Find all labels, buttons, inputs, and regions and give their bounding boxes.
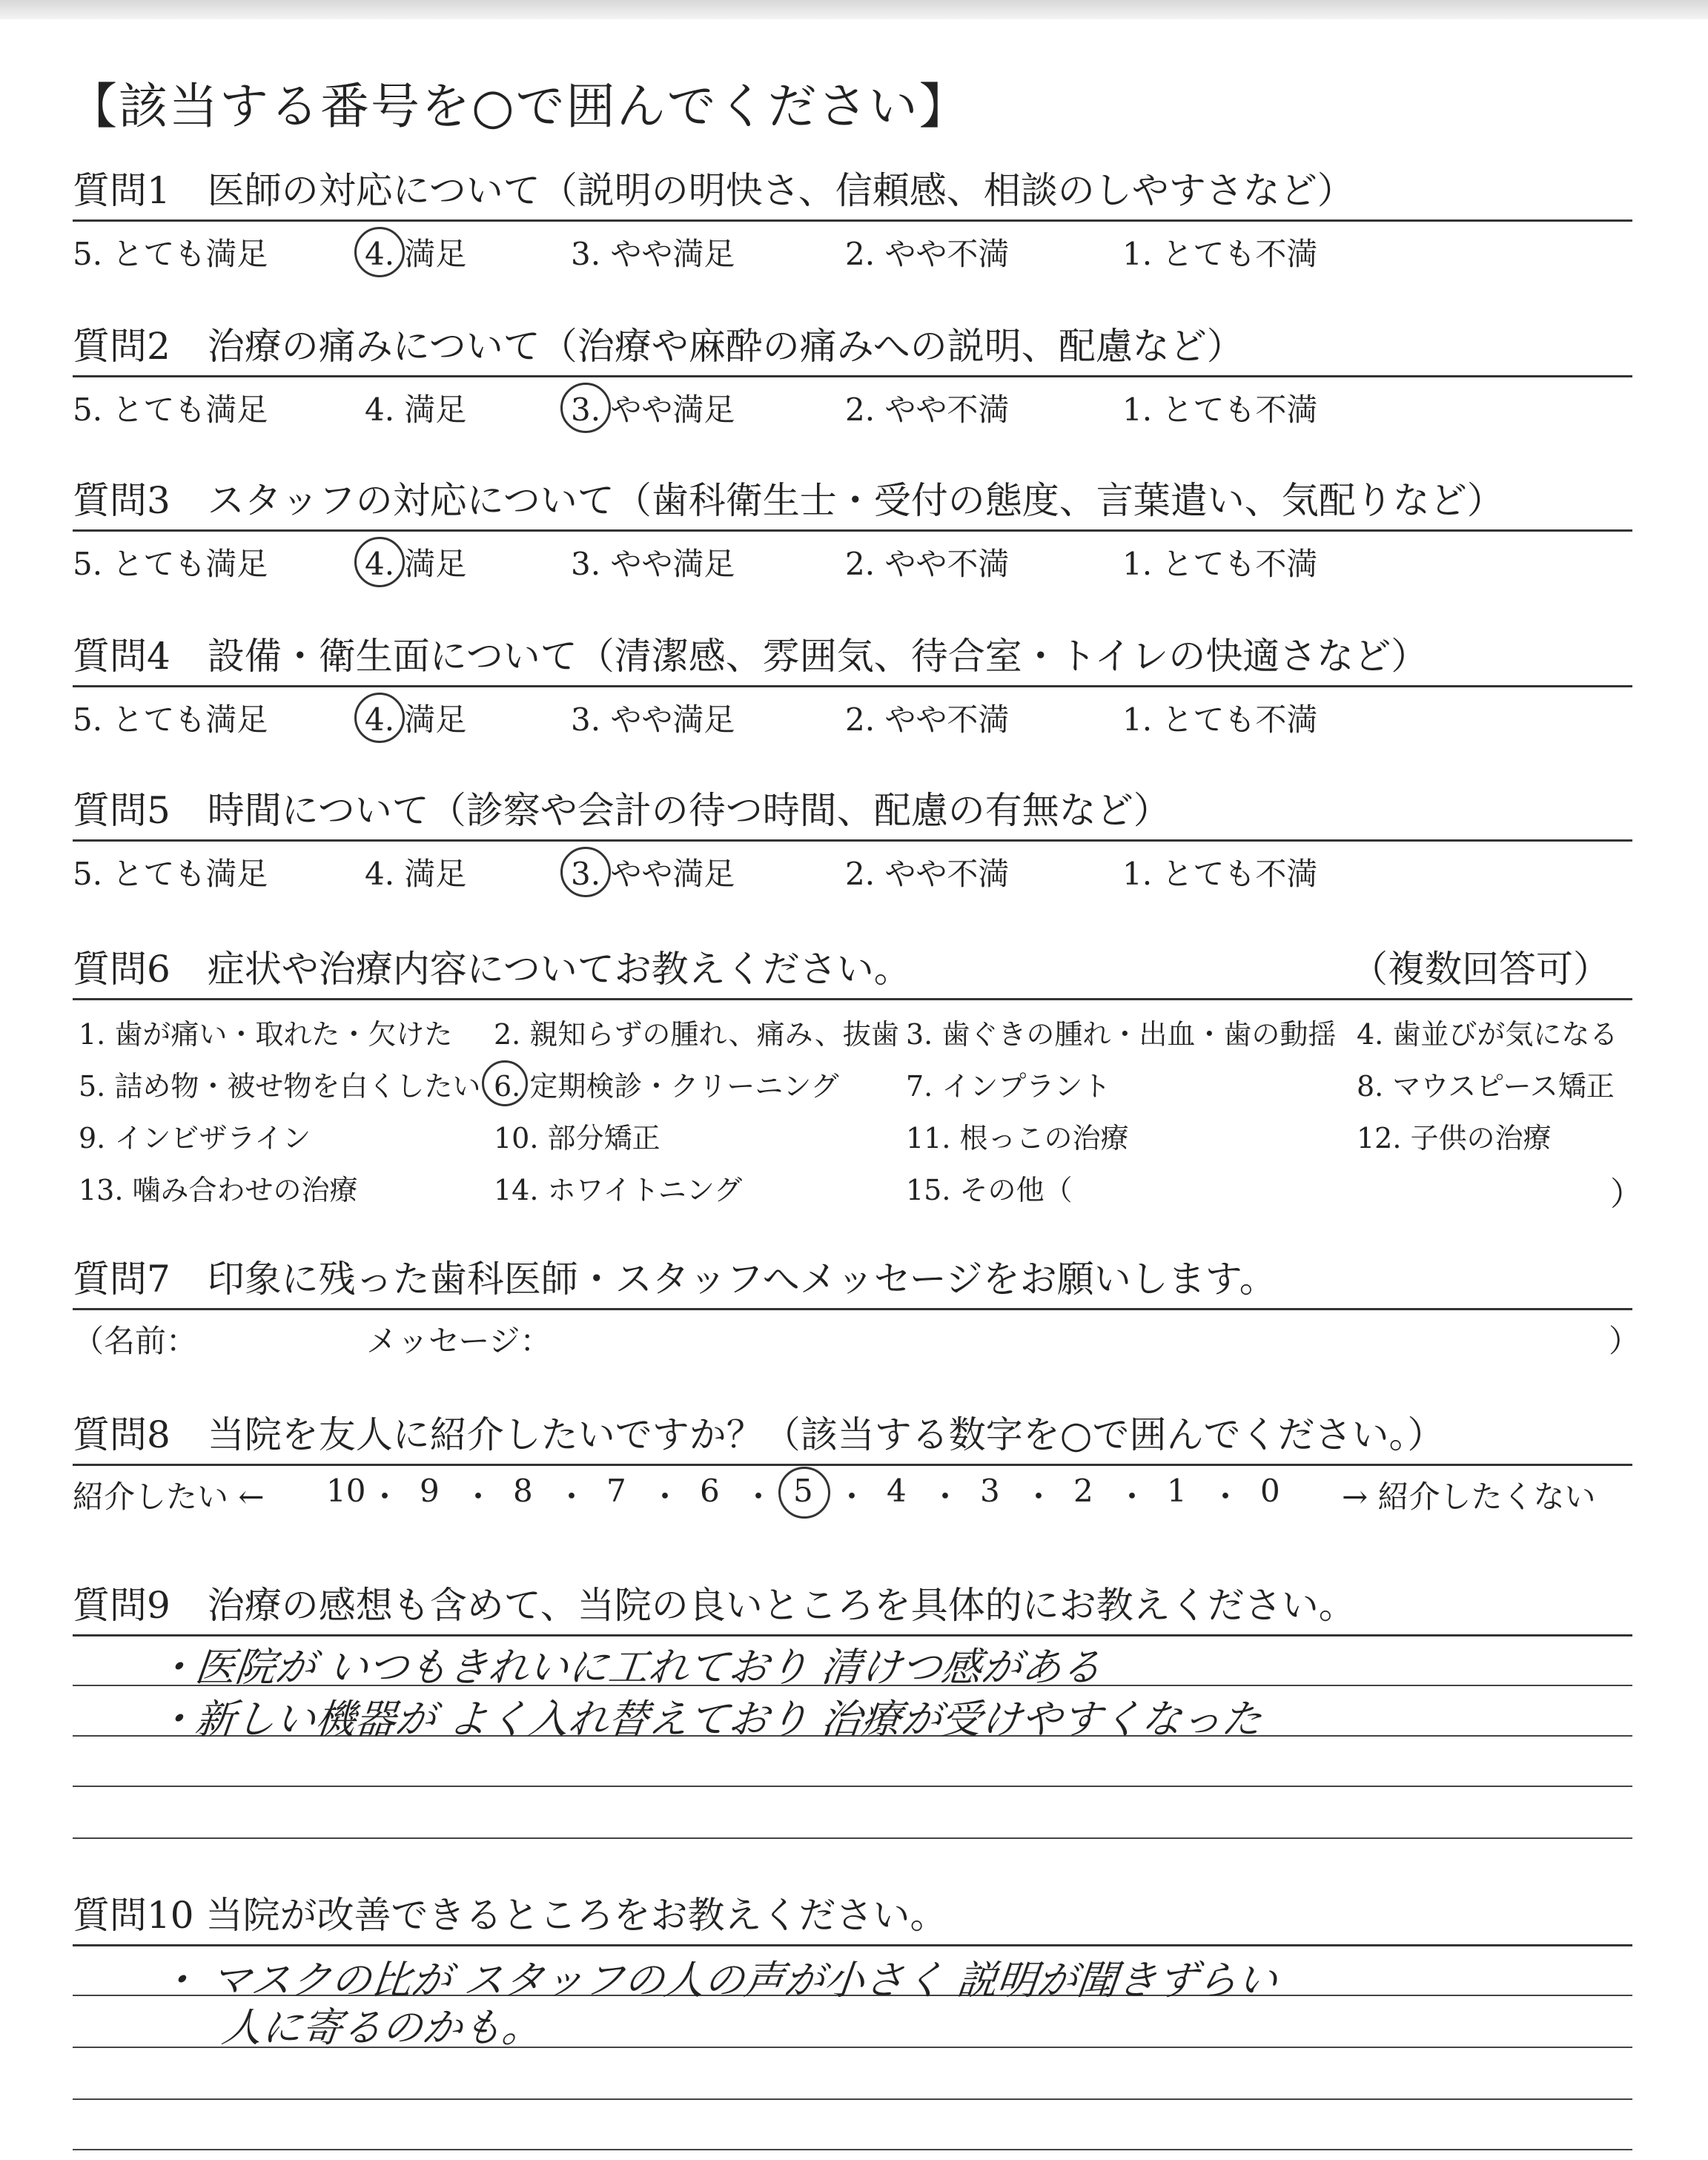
q10-rule bbox=[73, 1944, 1632, 1946]
q8-separator-dot: ・ bbox=[1210, 1479, 1242, 1515]
q9-line-3 bbox=[73, 1786, 1632, 1787]
q8-scale-3[interactable]: 3 bbox=[980, 1473, 1000, 1509]
q8-separator-dot: ・ bbox=[743, 1479, 775, 1515]
q5-title-row bbox=[73, 785, 1632, 836]
q2-rule bbox=[73, 375, 1632, 377]
q6-choice-4[interactable]: 4. 歯並びが気になる bbox=[1357, 1018, 1618, 1051]
q8-separator-dot: ・ bbox=[1023, 1479, 1055, 1515]
q5-option-4[interactable]: 4. 満足 bbox=[365, 856, 467, 892]
q6-choice-10[interactable]: 10. 部分矯正 bbox=[494, 1122, 661, 1155]
q4-rule bbox=[73, 685, 1632, 687]
q3-option-3[interactable]: 3. やや満足 bbox=[571, 546, 735, 582]
q4-option-5[interactable]: 5. とても満足 bbox=[73, 701, 268, 738]
q6-choice-13[interactable]: 13. 噛み合わせの治療 bbox=[79, 1174, 358, 1206]
q10-line-3 bbox=[73, 2098, 1632, 2100]
q1-option-4[interactable]: 4. 満足 bbox=[365, 236, 467, 272]
q6-choice-12[interactable]: 12. 子供の治療 bbox=[1357, 1122, 1552, 1155]
q2-option-3[interactable]: 3. やや満足 bbox=[571, 392, 735, 428]
scan-top-edge bbox=[0, 0, 1708, 19]
q6-choice-8[interactable]: 8. マウスピース矯正 bbox=[1357, 1070, 1615, 1103]
q3-option-1[interactable]: 1. とても不満 bbox=[1122, 546, 1318, 582]
q8-scale-2[interactable]: 2 bbox=[1073, 1473, 1093, 1509]
q1-title-row bbox=[73, 165, 1632, 217]
q4-option-1[interactable]: 1. とても不満 bbox=[1122, 701, 1318, 738]
q8-separator-dot: ・ bbox=[463, 1479, 494, 1515]
q8-title: 質問8 当院を友人に紹介したいですか？（該当する数字を○で囲んでください。） bbox=[73, 1413, 1445, 1456]
q7-title: 質問7 印象に残った歯科医師・スタッフへメッセージをお願いします。 bbox=[73, 1258, 1277, 1301]
q1-option-5[interactable]: 5. とても満足 bbox=[73, 236, 268, 272]
q7-close-paren: ） bbox=[1609, 1323, 1641, 1359]
q2-option-5[interactable]: 5. とても満足 bbox=[73, 392, 268, 428]
form-header: 【該当する番号を○で囲んでください】 bbox=[68, 78, 970, 135]
q3-option-4[interactable]: 4. 満足 bbox=[365, 546, 467, 582]
q3-rule bbox=[73, 529, 1632, 532]
q5-option-5[interactable]: 5. とても満足 bbox=[73, 856, 268, 892]
q8-selection-circle bbox=[778, 1467, 830, 1519]
q6-title: 質問6 症状や治療内容についてお教えください。 bbox=[73, 948, 911, 991]
q6-choice-2[interactable]: 2. 親知らずの腫れ、痛み、抜歯 bbox=[494, 1018, 899, 1051]
q7-message-label: メッセージ： bbox=[366, 1323, 552, 1359]
q8-separator-dot: ・ bbox=[930, 1479, 961, 1515]
q1-option-2[interactable]: 2. やや不満 bbox=[845, 236, 1010, 272]
q2-option-1[interactable]: 1. とても不満 bbox=[1122, 392, 1318, 428]
q7-rule bbox=[73, 1308, 1632, 1310]
q2-option-4[interactable]: 4. 満足 bbox=[365, 392, 467, 428]
q3-option-5[interactable]: 5. とても満足 bbox=[73, 546, 268, 582]
q4-option-2[interactable]: 2. やや不満 bbox=[845, 701, 1010, 738]
q8-right-label: → 紹介したくない bbox=[1342, 1479, 1596, 1515]
q7-name-label: （名前： bbox=[73, 1323, 198, 1359]
q6-selection-circle bbox=[482, 1060, 528, 1106]
q5-selection-circle bbox=[560, 847, 611, 897]
q9-answer-1: ・医院が いつもきれいに工れており 清けつ感がある bbox=[153, 1644, 1105, 1691]
q2-option-2[interactable]: 2. やや不満 bbox=[845, 392, 1010, 428]
q7-title-row bbox=[73, 1253, 1632, 1305]
q8-separator-dot: ・ bbox=[556, 1479, 588, 1515]
q4-option-3[interactable]: 3. やや満足 bbox=[571, 701, 735, 738]
q4-selection-circle bbox=[354, 693, 405, 743]
q3-option-2[interactable]: 2. やや不満 bbox=[845, 546, 1010, 582]
q8-scale-5[interactable]: 5 bbox=[793, 1473, 813, 1509]
q8-scale-7[interactable]: 7 bbox=[606, 1473, 626, 1509]
q6-choice-1[interactable]: 1. 歯が痛い・取れた・欠けた bbox=[79, 1018, 453, 1051]
q6-choice-15[interactable]: 15. その他（ bbox=[906, 1174, 1073, 1206]
q10-line-4 bbox=[73, 2149, 1632, 2150]
q8-left-label: 紹介したい ← bbox=[73, 1479, 265, 1515]
q4-title-row bbox=[73, 630, 1632, 682]
q10-title-row bbox=[73, 1889, 1632, 1941]
q8-scale-10[interactable]: 10 bbox=[326, 1473, 366, 1509]
q6-rule bbox=[73, 998, 1632, 1000]
q6-note: （複数回答可） bbox=[1351, 948, 1610, 991]
q8-scale-6[interactable]: 6 bbox=[700, 1473, 720, 1509]
q8-separator-dot: ・ bbox=[369, 1479, 401, 1515]
q3-title-row bbox=[73, 475, 1632, 526]
q2-title-row bbox=[73, 320, 1632, 372]
q10-answer-2: 人に寄るのかも。 bbox=[219, 2004, 545, 2051]
q8-scale-0[interactable]: 0 bbox=[1260, 1473, 1280, 1509]
q6-title-row bbox=[73, 943, 1632, 995]
q6-choice-3[interactable]: 3. 歯ぐきの腫れ・出血・歯の動揺 bbox=[906, 1018, 1337, 1051]
q1-option-3[interactable]: 3. やや満足 bbox=[571, 236, 735, 272]
q5-option-2[interactable]: 2. やや不満 bbox=[845, 856, 1010, 892]
q8-title-row bbox=[73, 1409, 1632, 1461]
q9-title-row bbox=[73, 1579, 1632, 1631]
q4-option-4[interactable]: 4. 満足 bbox=[365, 701, 467, 738]
q9-title: 質問9 治療の感想も含めて、当院の良いところを具体的にお教えください。 bbox=[73, 1584, 1356, 1627]
q3-selection-circle bbox=[354, 537, 405, 587]
q10-answer-1: ・ マスクの比が スタッフの人の声が小さく 説明が聞きずらい bbox=[156, 1957, 1280, 2004]
q8-separator-dot: ・ bbox=[649, 1479, 681, 1515]
q6-choice-7[interactable]: 7. インプラント bbox=[906, 1070, 1111, 1103]
q1-option-1[interactable]: 1. とても不満 bbox=[1122, 236, 1318, 272]
q8-separator-dot: ・ bbox=[836, 1479, 868, 1515]
q8-separator-dot: ・ bbox=[1116, 1479, 1148, 1515]
q4-title: 質問4 設備・衛生面について（清潔感、雰囲気、待合室・トイレの快適さなど） bbox=[73, 635, 1429, 678]
q9-line-4 bbox=[73, 1837, 1632, 1839]
q8-scale-8[interactable]: 8 bbox=[513, 1473, 533, 1509]
q6-choice-9[interactable]: 9. インビザライン bbox=[79, 1122, 311, 1155]
q1-title: 質問1 医師の対応について（説明の明快さ、信頼感、相談のしやすさなど） bbox=[73, 169, 1354, 212]
q5-option-1[interactable]: 1. とても不満 bbox=[1122, 856, 1318, 892]
q6-choice-11[interactable]: 11. 根っこの治療 bbox=[906, 1122, 1129, 1155]
q6-choice-6[interactable]: 6. 定期検診・クリーニング bbox=[494, 1070, 839, 1103]
q8-scale-4[interactable]: 4 bbox=[887, 1473, 907, 1509]
q8-scale-9[interactable]: 9 bbox=[420, 1473, 440, 1509]
q5-title: 質問5 時間について（診察や会計の待つ時間、配慮の有無など） bbox=[73, 789, 1171, 832]
q6-choice-5[interactable]: 5. 詰め物・被せ物を白くしたい bbox=[79, 1070, 481, 1103]
q1-rule bbox=[73, 219, 1632, 222]
q2-title: 質問2 治療の痛みについて（治療や麻酔の痛みへの説明、配慮など） bbox=[73, 325, 1244, 368]
q5-option-3[interactable]: 3. やや満足 bbox=[571, 856, 735, 892]
q8-scale-1[interactable]: 1 bbox=[1167, 1473, 1187, 1509]
q9-answer-2: ・新しい機器が よく入れ替えており 治療が受けやすくなった bbox=[153, 1696, 1265, 1743]
q8-rule bbox=[73, 1464, 1632, 1466]
q2-selection-circle bbox=[560, 383, 611, 433]
q1-selection-circle bbox=[354, 227, 405, 277]
q6-choice-14[interactable]: 14. ホワイトニング bbox=[494, 1174, 743, 1206]
q10-title: 質問10 当院が改善できるところをお教えください。 bbox=[73, 1894, 947, 1937]
q6-close-paren: ） bbox=[1610, 1175, 1643, 1213]
q5-rule bbox=[73, 839, 1632, 842]
q3-title: 質問3 スタッフの対応について（歯科衛生士・受付の態度、言葉遣い、気配りなど） bbox=[73, 479, 1504, 522]
